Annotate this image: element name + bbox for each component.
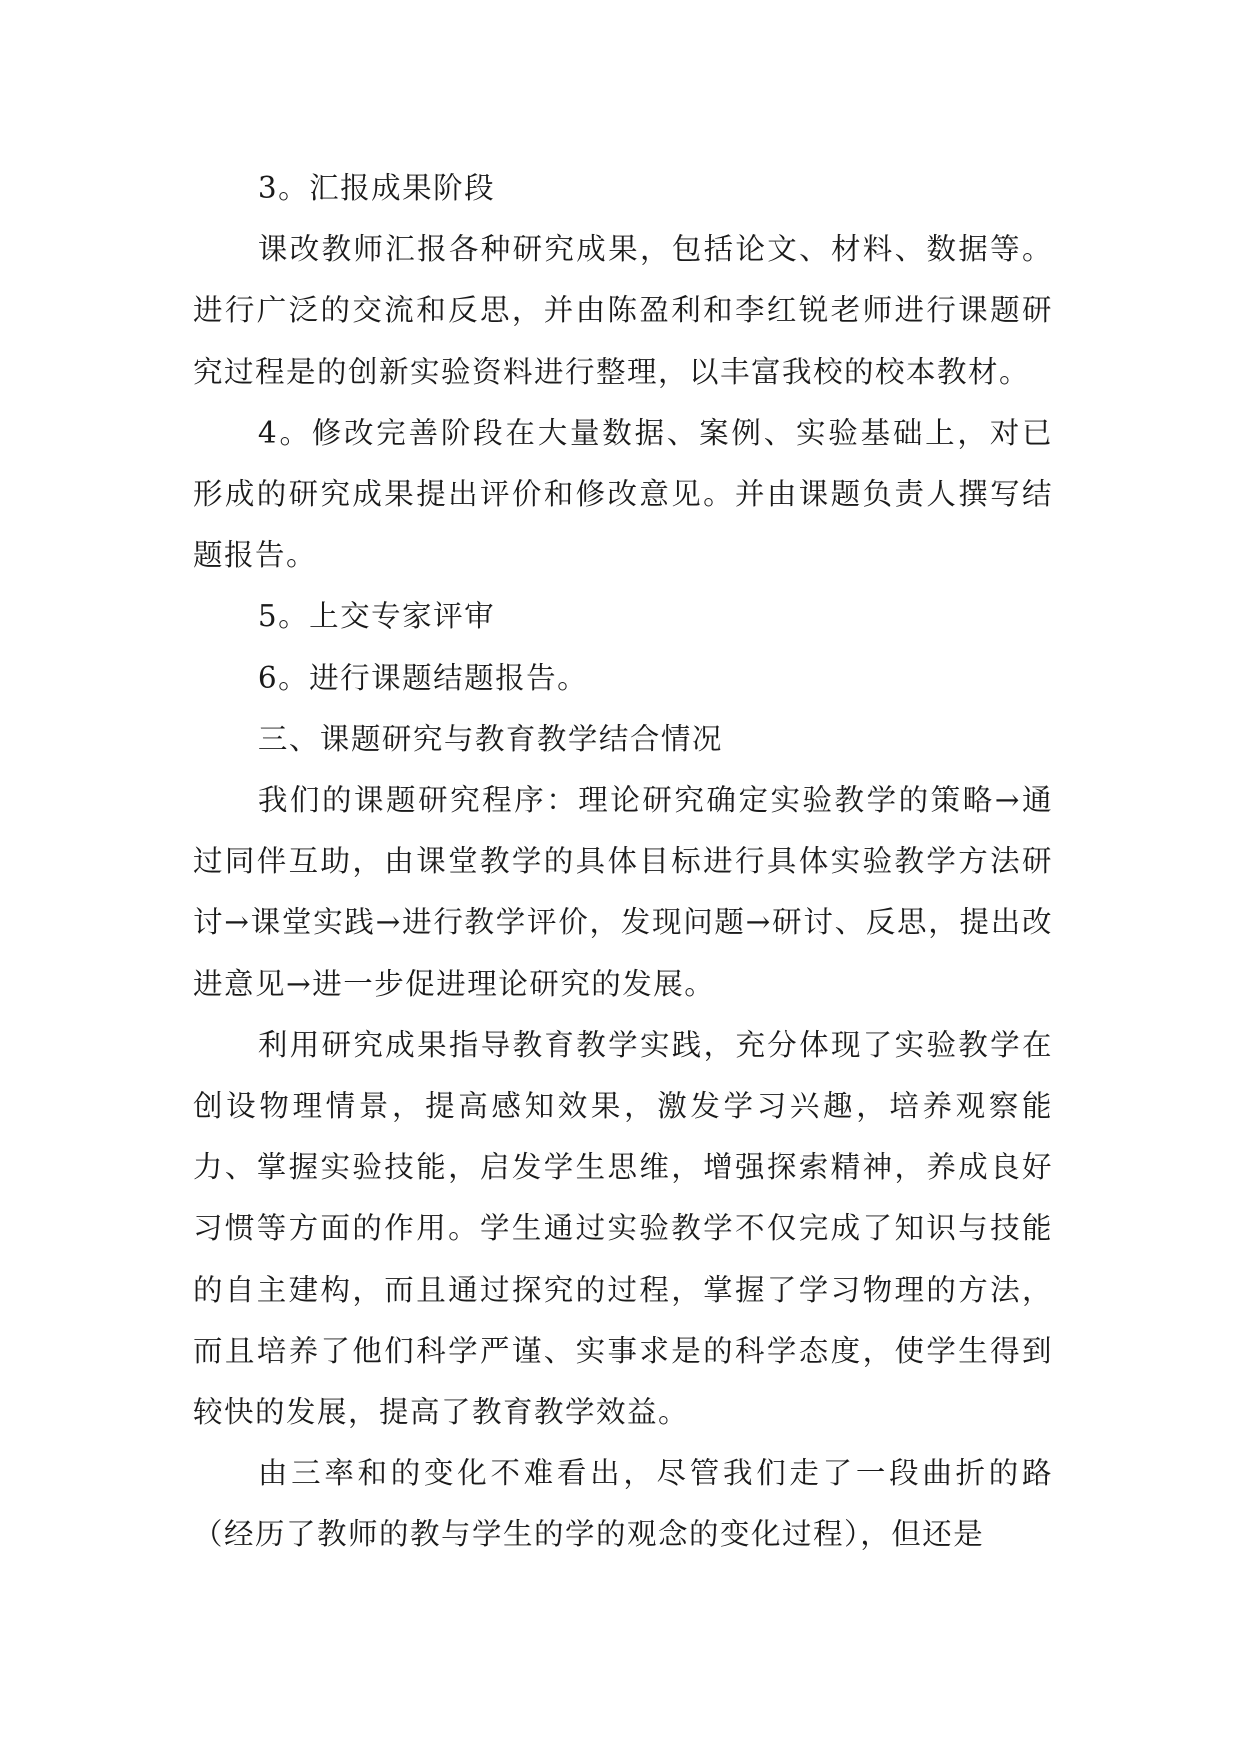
paragraph-revision-stage: 4。修改完善阶段在大量数据、案例、实验基础上，对已形成的研究成果提出评价和修改意见。并由课题负责人撰写结题报告。	[193, 415, 1053, 573]
section-heading-integration: 三、课题研究与教育教学结合情况	[257, 721, 723, 756]
section-heading-report-results: 3。汇报成果阶段	[257, 171, 496, 205]
paragraph-research-procedure: 我们的课题研究程序：理论研究确定实验教学的策略→通过同伴互助，由课堂教学的具体目标进行具体实验教学方法研讨→课堂实践→进行教学评价，发现问题→研讨、反思，提出改进意见→进一步促进理论研究的发展。	[193, 783, 1053, 1001]
paragraph-report-results: 课改教师汇报各种研究成果，包括论文、材料、数据等。进行广泛的交流和反思，并由陈盈利和李红锐老师进行课题研究过程是的创新实验资料进行整理，以丰富我校的校本教材。	[193, 232, 1053, 389]
paragraph-three-rates: 由三率和的变化不难看出，尽管我们走了一段曲折的路（经历了教师的教与学生的学的观念的变化过程），但还是	[193, 1456, 1053, 1552]
document-body	[193, 158, 1053, 1566]
list-item-final-report: 6。进行课题结题报告。	[257, 660, 589, 695]
paragraph-research-application: 利用研究成果指导教育教学实践，充分体现了实验教学在创设物理情景，提高感知效果，激发学习兴趣，培养观察能力、掌握实验技能，启发学生思维，增强探索精神，养成良好习惯等方面的作用。学生通过实验教学不仅完成了知识与技能的自主建构，而且通过探究的过程，掌握了学习物理的方法，而且培养了他们科学严谨、实事求是的科学态度，使学生得到较快的发展，提高了教育教学效益。	[193, 1027, 1053, 1430]
list-item-expert-review: 5。上交专家评审	[257, 599, 496, 634]
